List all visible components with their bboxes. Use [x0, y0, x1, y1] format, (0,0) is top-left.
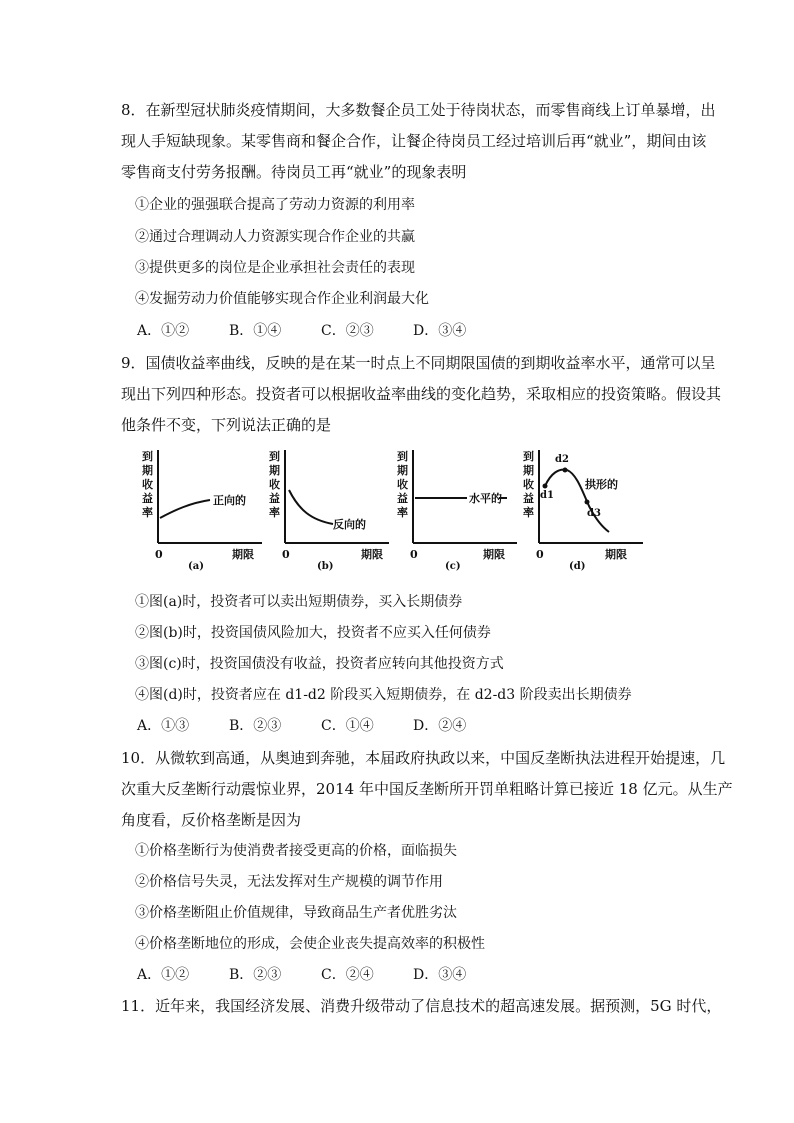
svg-text:到: 到 [142, 450, 153, 463]
q8-option-1: ①企业的强强联合提高了劳动力资源的利用率 [135, 197, 415, 213]
caption-b: (b) [317, 561, 334, 572]
svg-text:益: 益 [269, 492, 280, 505]
svg-text:率: 率 [269, 506, 280, 519]
q8-answer-a: A．①② [137, 323, 190, 339]
point-d1 [543, 484, 548, 489]
svg-text:收: 收 [142, 478, 153, 491]
q9-stem-line-2: 现出下列四种形态。投资者可以根据收益率曲线的变化趋势，采取相应的投资策略。假设其 [121, 385, 722, 403]
q9-answer-d: D．②④ [413, 718, 467, 734]
x-axis-label-b: 期限 [361, 548, 383, 561]
y-axis-label-a [142, 449, 153, 519]
svg-text:期: 期 [142, 464, 153, 477]
q10-answer-row [137, 965, 505, 985]
q8-answer-b: B．①④ [229, 323, 282, 339]
svg-text:期: 期 [523, 464, 534, 477]
origin-label-a: 0 [155, 548, 163, 561]
q8-stem-line-3: 零售商支付劳务报酬。待岗员工再“就业”的现象表明 [121, 163, 467, 181]
curve-label-b: 反向的 [333, 518, 366, 531]
q9-answer-row [137, 716, 505, 736]
svg-text:率: 率 [142, 506, 153, 519]
svg-text:收: 收 [523, 478, 534, 491]
q10-answer-c: C．②④ [321, 967, 374, 983]
svg-text:益: 益 [142, 492, 153, 505]
y-axis-label-b [269, 449, 280, 519]
point-d2 [563, 468, 568, 473]
q10-stem-line-1: 10．从微软到高通，从奥迪到奔驰，本届政府执政以来，中国反垄断执法进程开始提速，几 [121, 749, 726, 767]
q8-option-3: ③提供更多的岗位是企业承担社会责任的表现 [135, 260, 415, 276]
q9-stem-line-3: 他条件不变，下列说法正确的是 [121, 416, 332, 434]
q8-answer-row [137, 321, 505, 341]
q10-option-1: ①价格垄断行为使消费者接受更高的价格，面临损失 [135, 843, 457, 859]
svg-text:益: 益 [397, 492, 408, 505]
origin-label-b: 0 [282, 548, 290, 561]
q10-answer-d: D．③④ [413, 967, 467, 983]
svg-text:期: 期 [397, 464, 408, 477]
q8-stem-line-1: 8．在新型冠状肺炎疫情期间，大多数餐企员工处于待岗状态，而零售商线上订单暴增，出 [121, 101, 716, 119]
curve-normal-a [160, 500, 210, 518]
svg-text:率: 率 [397, 506, 408, 519]
point-label-d2: d2 [555, 454, 569, 465]
x-axis-label-d: 期限 [605, 548, 627, 561]
point-label-d1: d1 [540, 490, 554, 501]
q11-stem-line-1: 11．近年来，我国经济发展、消费升级带动了信息技术的超高速发展。据预测，5G 时代， [121, 997, 722, 1015]
curve-label-c: 水平的 [469, 492, 502, 505]
y-axis-label-c [397, 449, 408, 519]
q8-option-2: ②通过合理调动人力资源实现合作企业的共赢 [135, 229, 415, 245]
q9-option-2: ②图(b)时，投资国债风险加大，投资者不应买入任何债券 [135, 625, 491, 641]
x-axis-label-c: 期限 [483, 548, 505, 561]
q10-answer-b: B．②③ [229, 967, 282, 983]
caption-a: (a) [188, 561, 204, 572]
q8-answer-c: C．②③ [321, 323, 374, 339]
q10-stem-line-2: 次重大反垄断行动震惊业界，2014 年中国反垄断所开罚单粗略计算已接近 18 亿元。从生产 [121, 780, 733, 798]
svg-text:率: 率 [523, 506, 534, 519]
point-label-d3: d3 [587, 508, 601, 519]
q10-option-4: ④价格垄断地位的形成，会使企业丧失提高效率的积极性 [135, 936, 485, 952]
svg-text:收: 收 [397, 478, 408, 491]
q8-option-4: ④发掘劳动力价值能够实现合作企业利润最大化 [135, 291, 429, 307]
curve-label-a: 正向的 [213, 494, 246, 507]
q9-answer-c: C．①④ [321, 718, 374, 734]
svg-text:到: 到 [269, 450, 280, 463]
svg-text:到: 到 [397, 450, 408, 463]
yield-curve-figure-a [140, 448, 270, 577]
origin-label-c: 0 [410, 548, 418, 561]
y-axis-label-d [523, 449, 534, 519]
curve-label-d: 拱形的 [585, 478, 618, 491]
point-d3 [585, 500, 590, 505]
svg-text:期: 期 [269, 464, 280, 477]
q10-option-3: ③价格垄断阻止价值规律，导致商品生产者优胜劣汰 [135, 905, 457, 921]
q8-stem-line-2: 现人手短缺现象。某零售商和餐企合作，让餐企待岗员工经过培训后再“就业”，期间由该 [121, 132, 707, 150]
q10-option-2: ②价格信号失灵，无法发挥对生产规模的调节作用 [135, 874, 443, 890]
yield-curve-figure-c [395, 448, 525, 577]
q9-option-3: ③图(c)时，投资国债没有收益，投资者应转向其他投资方式 [135, 656, 504, 672]
curve-inverted-b [289, 490, 333, 524]
q9-option-4: ④图(d)时，投资者应在 d1-d2 阶段买入短期债券，在 d2-d3 阶段卖出长期债券 [135, 687, 632, 703]
q9-answer-b: B．②③ [229, 718, 282, 734]
caption-d: (d) [569, 561, 586, 572]
q10-stem-line-3: 角度看，反价格垄断是因为 [121, 811, 302, 829]
q9-stem-line-1: 9．国债收益率曲线，反映的是在某一时点上不同期限国债的到期收益率水平，通常可以呈 [121, 354, 716, 372]
svg-text:益: 益 [523, 492, 534, 505]
yield-curve-figure-d [521, 448, 651, 577]
q9-answer-a: A．①③ [137, 718, 190, 734]
origin-label-d: 0 [536, 548, 544, 561]
svg-text:收: 收 [269, 478, 280, 491]
yield-curve-figure-b [267, 448, 397, 577]
q10-answer-a: A．①② [137, 967, 190, 983]
q8-answer-d: D．③④ [413, 323, 467, 339]
caption-c: (c) [445, 561, 461, 572]
x-axis-label-a: 期限 [232, 548, 254, 561]
q9-option-1: ①图(a)时，投资者可以卖出短期债券，买入长期债券 [135, 594, 463, 610]
svg-text:到: 到 [523, 450, 534, 463]
